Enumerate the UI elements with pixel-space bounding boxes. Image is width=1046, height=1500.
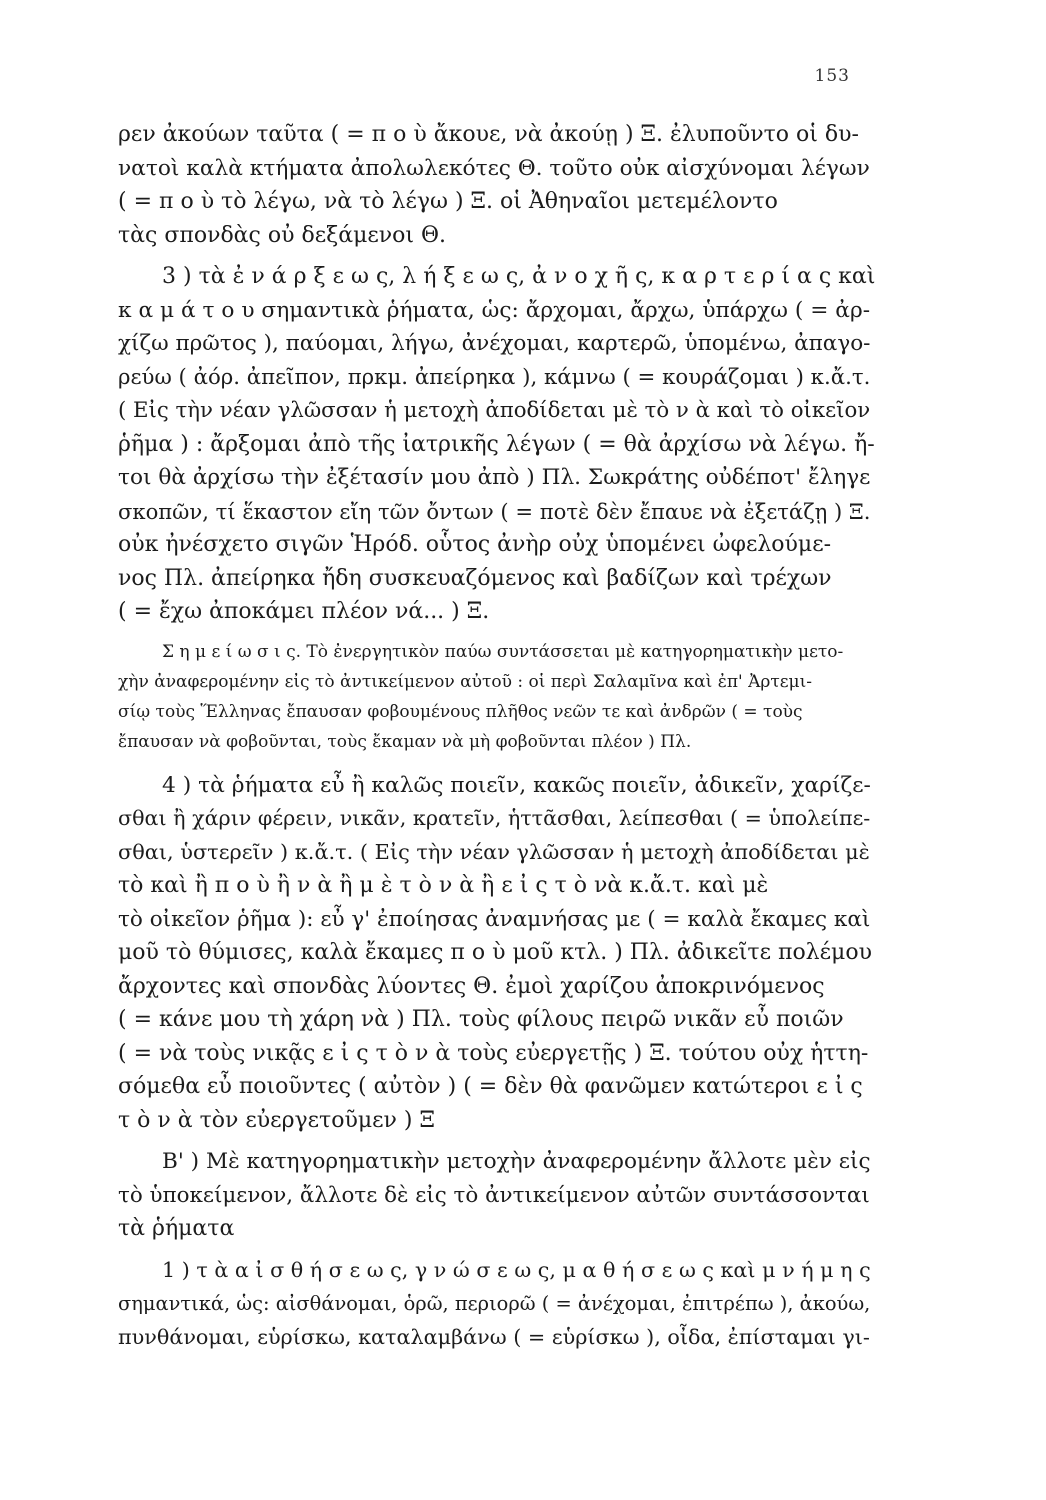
- text-line: ( = νὰ τοὺς νικᾷς ε ἰ ς τ ὸ ν ὰ τοὺς εὐεργετῇς ) Ξ. τούτου οὐχ ἡττη-: [118, 1040, 869, 1066]
- paragraph-gap: [118, 252, 878, 260]
- text-line: τὸ οἰκεῖον ῥῆμα ): εὖ γ' ἐποίησας ἀναμνήσας με ( = καλὰ ἔκαμες καὶ: [118, 906, 871, 932]
- text-line: σημαντικά, ὡς: αἰσθάνομαι, ὁρῶ, περιορῶ ( = ἀνέχομαι, ἐπιτρέπω ), ἀκούω,: [118, 1292, 871, 1315]
- paragraph-gap: [118, 629, 878, 637]
- text-line: σόμεθα εὖ ποιοῦντες ( αὐτὸν ) ( = δὲν θὰ φανῶμεν κατώτεροι ε ἰ ς: [118, 1074, 863, 1099]
- body-text: [118, 118, 878, 1354]
- text-line: 3 ) τὰ ἐ ν ά ρ ξ ε ω ς, λ ή ξ ε ω ς, ἀ ν ο χ ῆ ς, κ α ρ τ ε ρ ί α ς καὶ: [162, 264, 876, 289]
- text-line: τὸ ὑποκείμενον, ἄλλοτε δὲ εἰς τὸ ἀντικείμενον αὐτῶν συντάσσονται: [118, 1182, 870, 1208]
- text-line: σκοπῶν, τί ἕκαστον εἴη τῶν ὄντων ( = ποτὲ δὲν ἔπαυε νὰ ἐξετάζῃ ) Ξ.: [118, 498, 871, 524]
- text-line: ( = κάνε μου τὴ χάρη νὰ ) Πλ. τοὺς φίλους πειρῶ νικᾶν εὖ ποιῶν: [118, 1007, 844, 1032]
- text-line: τὰς σπονδὰς οὐ δεξάμενοι Θ.: [118, 222, 447, 248]
- text-line: 4 ) τὰ ῥήματα εὖ ἢ καλῶς ποιεῖν, κακῶς ποιεῖν, ἀδικεῖν, χαρίζε-: [162, 772, 871, 798]
- text-line: πυνθάνομαι, εὑρίσκω, καταλαμβάνω ( = εὑρίσκω ), οἶδα, ἐπίσταμαι γι-: [118, 1324, 870, 1349]
- text-line: ρεν ἀκούων ταῦτα ( = π ο ὺ ἄκουε, νὰ ἀκούῃ ) Ξ. ἐλυποῦντο οἱ δυ-: [118, 122, 859, 147]
- text-line: 1 ) τ ὰ α ἰ σ θ ή σ ε ω ς, γ ν ώ σ ε ω ς, μ α θ ή σ ε ω ς καὶ μ ν ή μ η ς: [162, 1257, 871, 1282]
- text-line: ( Εἰς τὴν νέαν γλῶσσαν ἡ μετοχὴ ἀποδίδεται μὲ τὸ ν ὰ καὶ τὸ οἰκεῖον: [118, 398, 871, 423]
- note-line: Σ η μ ε ί ω σ ι ς. Τὸ ἐνεργητικὸν παύω συντάσσεται μὲ κατηγορηματικὴν μετο-: [162, 641, 844, 662]
- note-line: σίῳ τοὺς Ἕλληνας ἔπαυσαν φοβουμένους πλῆθος νεῶν τε καὶ ἀνδρῶν ( = τοὺς: [118, 701, 803, 722]
- paragraph-gap: [118, 1137, 878, 1145]
- text-line: ( = ἔχω ἀποκάμει πλέον νά... ) Ξ.: [118, 599, 490, 624]
- text-line: τοι θὰ ἀρχίσω τὴν ἐξέτασίν μου ἀπὸ ) Πλ. Σωκράτης οὐδέποτ' ἔληγε: [118, 465, 871, 490]
- text-line: μοῦ τὸ θύμισες, καλὰ ἔκαμες π ο ὺ μοῦ κτλ. ) Πλ. ἀδικεῖτε πολέμου: [118, 940, 872, 965]
- text-line: τὰ ῥήματα: [118, 1216, 235, 1241]
- note-line: χὴν ἀναφερομένην εἰς τὸ ἀντικείμενον αὐτοῦ : οἱ περὶ Σαλαμῖνα καὶ ἐπ' Ἀρτεμι-: [118, 671, 813, 692]
- paragraph-gap: [118, 757, 878, 769]
- note-line: ἔπαυσαν νὰ φοβοῦνται, τοὺς ἔκαμαν νὰ μὴ φοβοῦνται πλέον ) Πλ.: [118, 731, 692, 752]
- text-line: τὸ καὶ ἢ π ο ὺ ἢ ν ὰ ἢ μ ὲ τ ὸ ν ὰ ἢ ε ἰ ς τ ὸ νὰ κ.ἄ.τ. καὶ μὲ: [118, 873, 769, 898]
- text-line: κ α μ ά τ ο υ σημαντικὰ ῥήματα, ὡς: ἄρχομαι, ἄρχω, ὑπάρχω ( = ἀρ-: [118, 297, 871, 323]
- text-line: νατοὶ καλὰ κτήματα ἀπολωλεκότες Θ. τοῦτο οὐκ αἰσχύνομαι λέγων: [118, 155, 870, 181]
- text-line: ( = π ο ὺ τὸ λέγω, νὰ τὸ λέγω ) Ξ. οἱ Ἀθηναῖοι μετεμέλοντο: [118, 189, 778, 214]
- text-line: οὐκ ἠνέσχετο σιγῶν Ἡρόδ. οὗτος ἀνὴρ οὐχ ὑπομένει ὠφελούμε-: [118, 532, 832, 557]
- text-line: ἄρχοντες καὶ σπονδὰς λύοντες Θ. ἐμοὶ χαρίζου ἀποκρινόμενος: [118, 973, 825, 999]
- text-line: Β' ) Μὲ κατηγορηματικὴν μετοχὴν ἀναφερομένην ἄλλοτε μὲν εἰς: [162, 1149, 871, 1174]
- paragraph-gap: [118, 1246, 878, 1254]
- text-line: ρεύω ( ἀόρ. ἀπεῖπον, πρκμ. ἀπείρηκα ), κάμνω ( = κουράζομαι ) κ.ἄ.τ.: [118, 364, 871, 390]
- text-line: σθαι ἢ χάριν φέρειν, νικᾶν, κρατεῖν, ἡττᾶσθαι, λείπεσθαι ( = ὑπολείπε-: [118, 806, 871, 830]
- text-line: νος Πλ. ἀπείρηκα ἤδη συσκευαζόμενος καὶ βαδίζων καὶ τρέχων: [118, 565, 832, 591]
- page-number: 153: [814, 66, 850, 86]
- text-line: σθαι, ὑστερεῖν ) κ.ἄ.τ. ( Εἰς τὴν νέαν γλῶσσαν ἡ μετοχὴ ἀποδίδεται μὲ: [118, 839, 870, 864]
- text-line: ῥῆμα ) : ἄρξομαι ἀπὸ τῆς ἰατρικῆς λέγων ( = θὰ ἀρχίσω νὰ λέγω. ἤ-: [118, 431, 875, 457]
- text-line: τ ὸ ν ὰ τὸν εὐεργετοῦμεν ) Ξ: [118, 1107, 435, 1133]
- text-line: χίζω πρῶτος ), παύομαι, λήγω, ἀνέχομαι, καρτερῶ, ὑπομένω, ἀπαγο-: [118, 331, 871, 356]
